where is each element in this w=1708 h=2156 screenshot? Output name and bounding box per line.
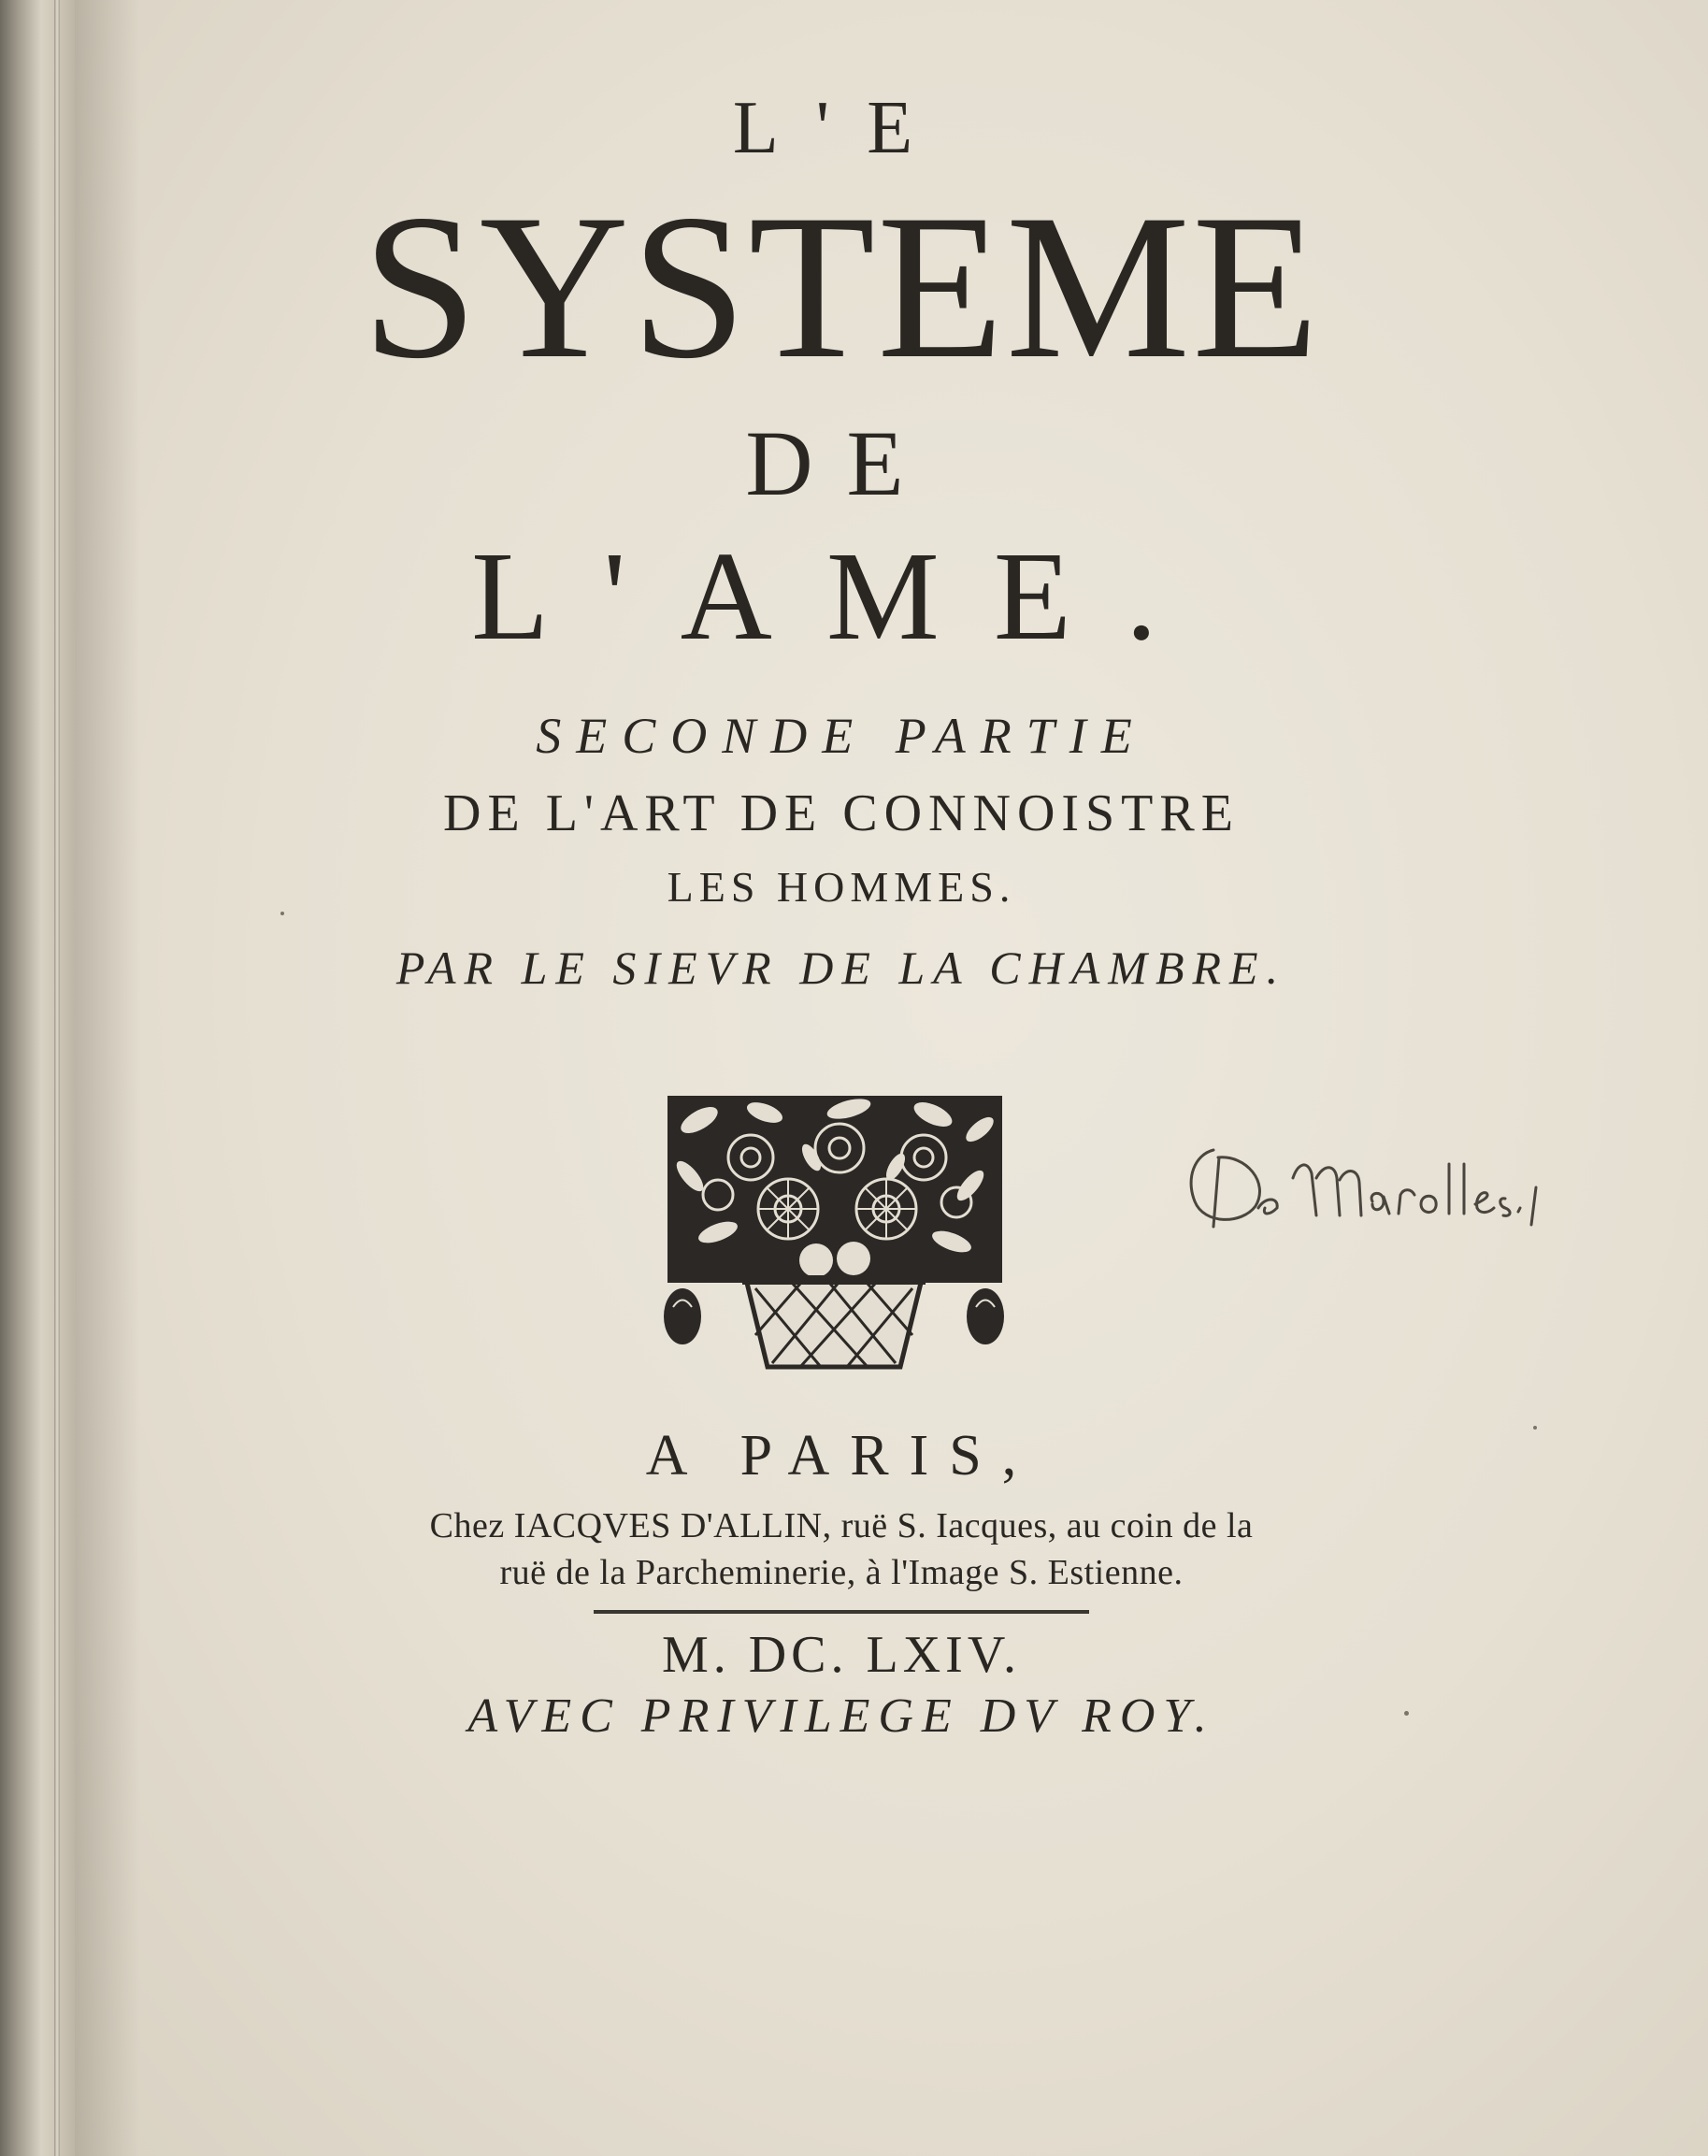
title-line-systeme: SYSTEME xyxy=(362,172,1321,402)
title-page xyxy=(75,0,1708,2156)
subtitle-hommes: LES HOMMES. xyxy=(667,863,1016,911)
imprint-rule xyxy=(594,1610,1089,1614)
title-line-de: DE xyxy=(745,411,938,515)
subtitle-seconde-partie: SECONDE PARTIE xyxy=(536,708,1147,764)
imprint-publisher-line-2: ruë de la Parcheminerie, à l'Image S. Estienne. xyxy=(499,1553,1184,1592)
imprint-privilege: AVEC PRIVILEGE DV ROY. xyxy=(467,1689,1215,1743)
paper-speck xyxy=(280,912,284,915)
imprint-city: A PARIS, xyxy=(645,1424,1038,1488)
subtitle-art: DE L'ART DE CONNOISTRE xyxy=(443,784,1240,842)
handwritten-signature xyxy=(1176,1122,1578,1243)
book-spine xyxy=(0,0,75,2156)
paper-speck xyxy=(1404,1711,1409,1716)
paper-speck xyxy=(1533,1426,1537,1430)
imprint-publisher-line-1: Chez IACQVES D'ALLIN, ruë S. Iacques, au coin de la xyxy=(429,1506,1254,1545)
page-edges xyxy=(54,0,60,2156)
flower-basket-woodcut xyxy=(662,1092,1006,1371)
imprint-year: M. DC. LXIV. xyxy=(661,1626,1022,1684)
title-line-lame: L'AME. xyxy=(471,526,1212,667)
author-line: PAR LE SIEVR DE LA CHAMBRE. xyxy=(395,941,1287,994)
gutter-shadow xyxy=(75,0,140,2156)
title-line-le: L'E xyxy=(732,87,951,169)
